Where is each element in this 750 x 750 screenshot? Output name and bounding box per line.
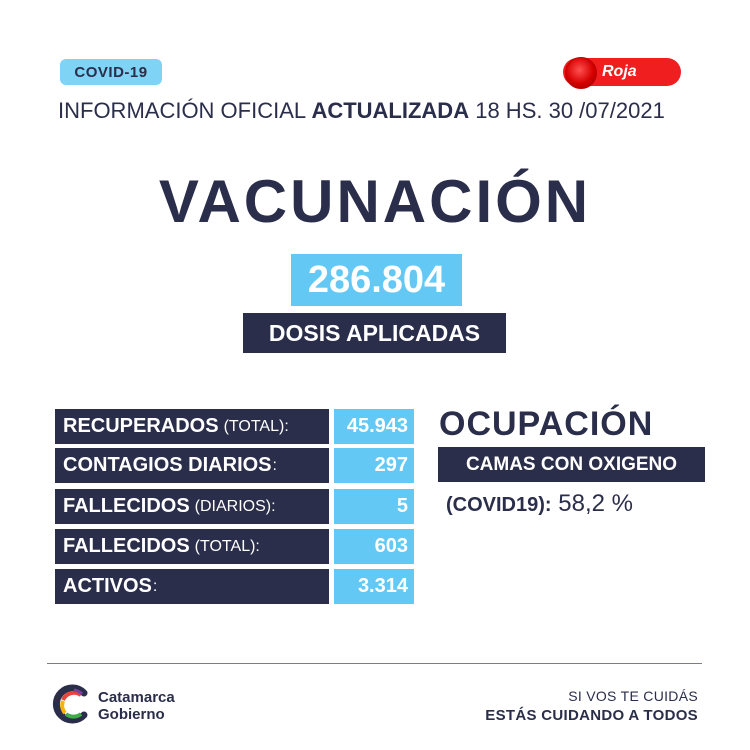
stat-label-box	[55, 448, 329, 483]
occupancy-line	[446, 489, 633, 520]
stat-label-box	[55, 569, 329, 604]
slogan	[440, 687, 698, 725]
stat-value: 297	[334, 448, 414, 483]
occupancy-title: OCUPACIÓN	[439, 405, 654, 443]
page-title: VACUNACIÓN	[158, 168, 592, 235]
footer-divider	[47, 663, 702, 664]
stat-row-activos	[55, 569, 414, 604]
catamarca-logo-icon	[52, 684, 92, 724]
stat-value: 603	[334, 529, 414, 564]
stat-row-contagios	[55, 448, 414, 483]
stat-label-box	[55, 489, 329, 524]
logo-text	[98, 689, 175, 723]
covid-badge: COVID-19	[60, 59, 162, 85]
stat-qualifier: (TOTAL):	[223, 417, 289, 435]
slogan-line-2: ESTÁS CUIDANDO A TODOS	[485, 707, 698, 724]
logo-line-1: Catamarca	[98, 689, 175, 706]
stat-label: FALLECIDOS	[63, 495, 190, 517]
info-time-date: 18 HS. 30 /07/2021	[475, 98, 665, 123]
info-highlight: ACTUALIZADA	[311, 98, 470, 123]
stat-label: CONTAGIOS DIARIOS	[63, 454, 272, 476]
slogan-line-1: SI VOS TE CUIDÁS	[568, 688, 698, 704]
stat-label: RECUPERADOS	[63, 415, 219, 437]
stat-qualifier: (DIARIOS):	[194, 497, 276, 515]
occupancy-label: (COVID19):	[446, 494, 552, 516]
stat-value: 3.314	[334, 569, 414, 604]
stat-row-recuperados	[55, 409, 414, 444]
info-prefix: INFORMACIÓN OFICIAL	[58, 98, 306, 123]
occupancy-value: 58,2 %	[558, 490, 633, 517]
stat-label: FALLECIDOS	[63, 535, 190, 557]
stat-qualifier: :	[272, 456, 277, 474]
stat-label-box	[55, 529, 329, 564]
doses-label: DOSIS APLICADAS	[243, 313, 506, 353]
stat-value: 5	[334, 489, 414, 524]
stat-qualifier: :	[152, 577, 158, 595]
occupancy-subtitle: CAMAS CON OXIGENO	[438, 447, 705, 482]
stat-value: 45.943	[334, 409, 414, 444]
stat-row-fallecidos-diarios	[55, 489, 414, 524]
status-dot-icon	[565, 57, 597, 89]
doses-value: 286.804	[291, 254, 462, 306]
stat-row-fallecidos-total	[55, 529, 414, 564]
info-line	[58, 96, 698, 126]
stat-label: ACTIVOS	[63, 575, 152, 597]
stat-label-box	[55, 409, 329, 444]
logo-line-2: Gobierno	[98, 706, 165, 723]
status-label: Roja	[602, 63, 637, 80]
stat-qualifier: (TOTAL):	[194, 537, 260, 555]
